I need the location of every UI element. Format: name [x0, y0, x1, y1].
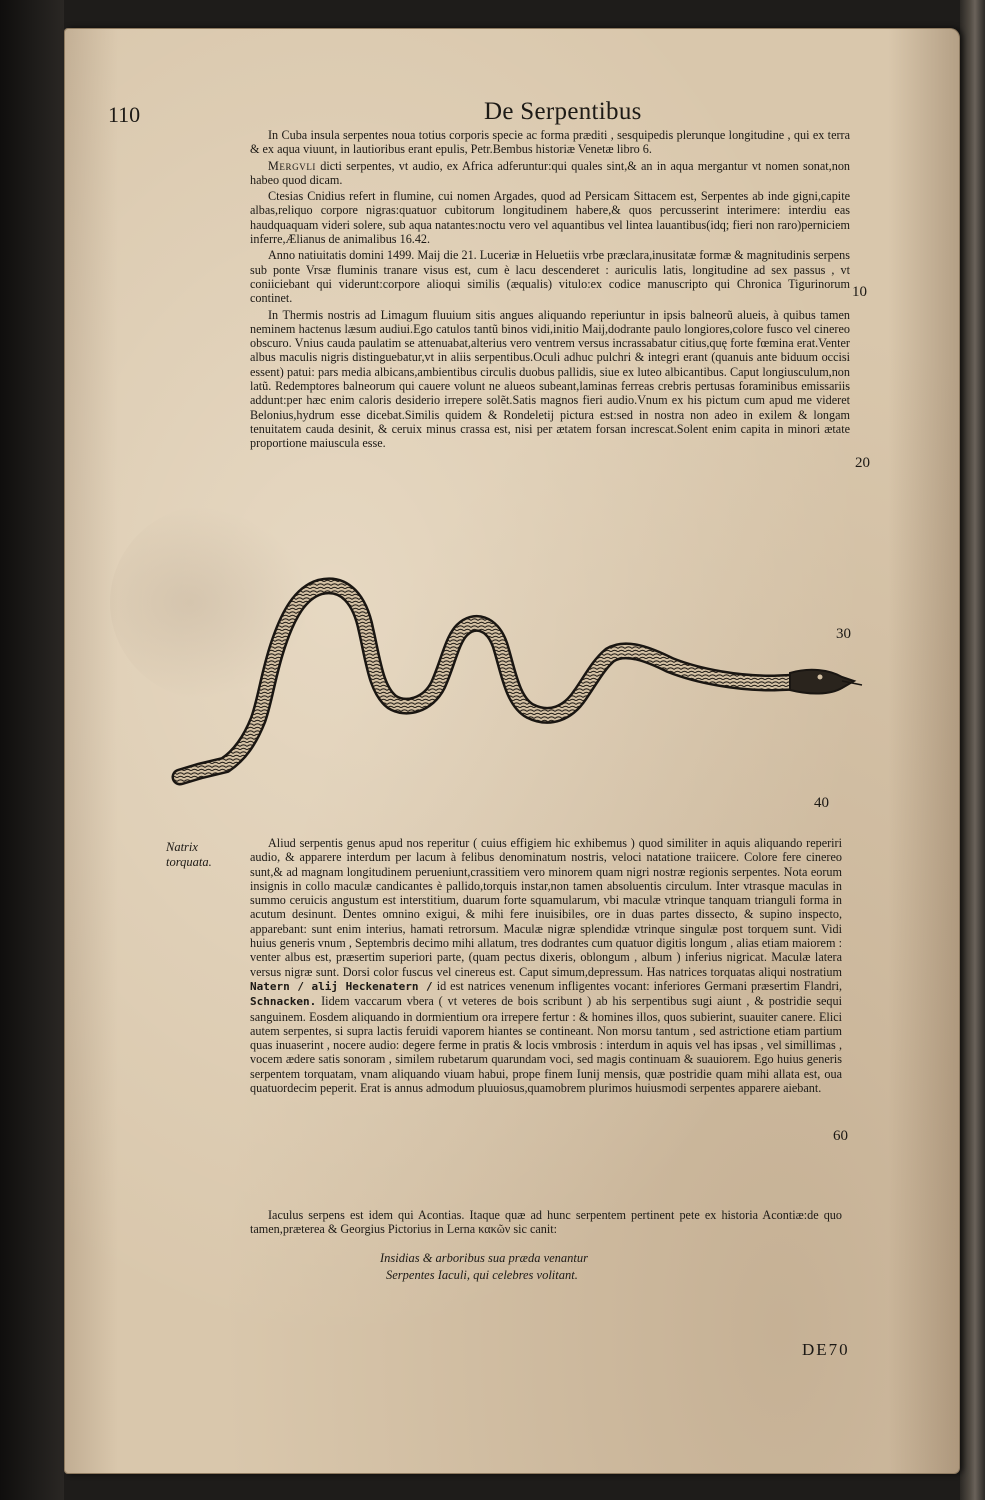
paragraph-iaculus: Iaculus serpens est idem qui Acontias. Itaque quæ ad hunc serpentem pertinent pete ex historia Acontiæ:de quo tamen,præterea & Georgius Pictorius in Lerna κακῶν sic canit:	[250, 1208, 842, 1237]
catchword: DE70	[802, 1340, 850, 1359]
margin-note-natrix: Natrix torquata.	[166, 840, 212, 869]
blackletter-natern: Natern / alij Heckenatern /	[250, 979, 433, 993]
upper-text-block	[250, 128, 850, 453]
paragraph-mergvli	[250, 159, 850, 188]
paragraph-thermis: In Thermis nostris ad Limagum fluuium sitis angues aliquando reperiuntur in ipsis balneorũ alueis, à quibus tamen neminem hactenus læsum audiui.Ego catulos tantũ binos vidi,initio Maij,dodrante paulo longiores,colore fusco vel cinereo obscuro. Vnius cauda paulatim se attenuabat,alterius vero ventrem versus incrassabatur citius,quę forte fœmina erat.Venter albus maculis nigris distinguebatur,vt in aliis serpentibus.Oculi adhuc pulchri & integri erant (quanuis ante biduum occisi essent) patui: pars media albicans,ambientibus circulis duobus pallidis, siue ex luteo albicantibus. Caput longiusculum,non latũ. Redemptores balneorum qui cauere volunt ne alueos subeant,laminas ferreas crebris pertusas foraminibus emissariis addunt:per hæc enim caloris desiderio irrepere solẽt.Satis magnos fieri audio.Vnum ex his pictum cum apud me videret Belonius,hydrum esse dicebat.Similis quidem & Rondeletij pictura est:sed in nostra non adeo in exilem & longam tenuitatem cauda desinit, & ceruix minus crassa est, nisi per ætatem forsan increscat.Solent enim capita in minori ætate proportione maiuscula esse.	[250, 307, 850, 451]
line-number-30: 30	[836, 626, 851, 642]
snake-svg	[170, 505, 870, 800]
natrix-text-3: Iidem vaccarum vbera ( vt veteres de bois scribunt ) ab his serpentibus sugi aiunt , & postridie sequi sanguinem. Eosdem aliquando in dormientium ora irrepere fertur : & homines illos, quos subierint, suauiter canere. Elici autem serpentes, si supra lactis feruidi vaporem hiantes se contineant. Non morsu tantum , sed astrictione etiam partium quas inuaserint , nocere audio: degere ferme in pratis & locis vmbrosis : interdum in aquis vel has ipsas , vel simillimas , vocem ædere satis sonoram , similem rubetarum quarundam voci, sed magis continuam & suauiorem. Ego huius generis serpentem torquatam, vnam aliquando viuam habui, prope finem Iunij mensis, quæ postridie quam mihi allata est, oua quatuordecim peperit. Erat is annus admodum pluuiosus,quamobrem plurimos huiusmodi serpentes apparere aiebant.	[250, 994, 842, 1096]
book-spine-edge	[960, 0, 985, 1500]
snake-woodcut-illustration	[170, 505, 870, 800]
paragraph-cuba: In Cuba insula serpentes noua totius corporis specie ac forma præditi , sesquipedis plerunque longitudine , qui ex terra & ex aqua viuunt, in lautioribus erant epulis, Petr.Bembus historiæ Venetæ libro 6.	[250, 128, 850, 157]
paragraph-ctesias: Ctesias Cnidius refert in flumine, cui nomen Argades, quod ad Persicam Sittacem est, Serpentes ab inde gigni,capite albas,reliquo corpore nigras:quatuor cubitorum longitudinem habere,& quos percusserint interimere: interdiu eas haudquaquam videri solere, sub aqua natantes:noctu vero vel aquantibus vel lintea lauantibus(idq; fieri non raro)perniciem inferre,Ælianus de animalibus 16.42.	[250, 189, 850, 247]
line-number-60: 60	[833, 1128, 848, 1144]
natrix-text-block	[250, 836, 842, 1097]
line-number-40: 40	[814, 795, 829, 811]
blackletter-schnacken: Schnacken.	[250, 995, 317, 1009]
mergvli-text: dicti serpentes, vt audio, ex Africa adferuntur:qui quales sint,& an in aqua mergantur vt nomen sonat,non habeo quod dicam.	[250, 158, 851, 187]
iaculus-text-block	[250, 1208, 842, 1239]
left-dark-margin	[0, 0, 64, 1500]
line-number-20: 20	[855, 455, 870, 471]
page-number: 110	[108, 102, 141, 127]
paragraph-anno: Anno natiuitatis domini 1499. Maij die 21. Luceriæ in Heluetiis vrbe præclara,inusitatæ formæ & magnitudinis serpens sub ponte Vrsæ fluminis tranare visus est, cum è lacu descenderet : auriculis latis, longitudine ad sex passus , vt coniiciebant qui viderunt:corpore alioqui similis (æqualis) vitulo:ex codice manuscripto qui Chronica Tigurinorum continet.	[250, 248, 850, 306]
running-head: De Serpentibus	[484, 98, 642, 125]
natrix-text-2: id est natrices venenum infligentes vocant: inferiores Germani præsertim Flandri,	[436, 978, 843, 993]
verse-line-1: Insidias & arboribus sua præda venantur	[380, 1251, 589, 1265]
paragraph-natrix	[250, 836, 842, 1095]
verse-line-2: Serpentes Iaculi, qui celebres volitant.	[386, 1268, 578, 1282]
mergvli-label: Mergvli	[268, 158, 317, 173]
snake-eye	[818, 675, 823, 680]
line-number-10: 10	[852, 284, 867, 300]
verse-block	[380, 1250, 680, 1284]
page-header	[108, 98, 938, 132]
natrix-text-1: Aliud serpentis genus apud nos reperitur ( cuius effigiem hic exhibemus ) quod similiter in aquis aliquando reperiri audio, & apparere interdum per lacum à felibus denominatum nostris, veloci natatione traiicere. Colore fere cinereo sunt,& ad magnam longitudinem perueniunt,crassitiem vero minorem quam nigri nostræ regionis serpentes. Nota eorum insignis in collo maculæ candicantes è pallido,torquis instar,non tamen absoluentis circulum. Inter vtrasque maculas in summo ceruicis angustum est interstitium, duarum forte squamularum, vbi maculæ vtrinque tanquam trianguli forma in acutum desinunt. Dentes omnino exigui, & mihi fere inuisibiles, ore in duas partes dissecto, & supino inspecto, apparebant: sunt enim interius, hamati retrorsum. Maculæ nigræ splendidæ vtrinque singulæ post torquem sunt. Vidi huius generis vnum , Septembris decimo mihi allatum, tres dodrantes cum quatuor digitis longum , alias etiam maiorem : venter albus est, præsertim superiori parte, (quam pectus dixeris, oblongum , album ) inferius nigricat. Maculæ latera versus nigræ sunt. Dorsi color fuscus vel cinereus est. Caput simum,depressum. Has natrices torquatas aliqui nostratium	[250, 836, 842, 979]
